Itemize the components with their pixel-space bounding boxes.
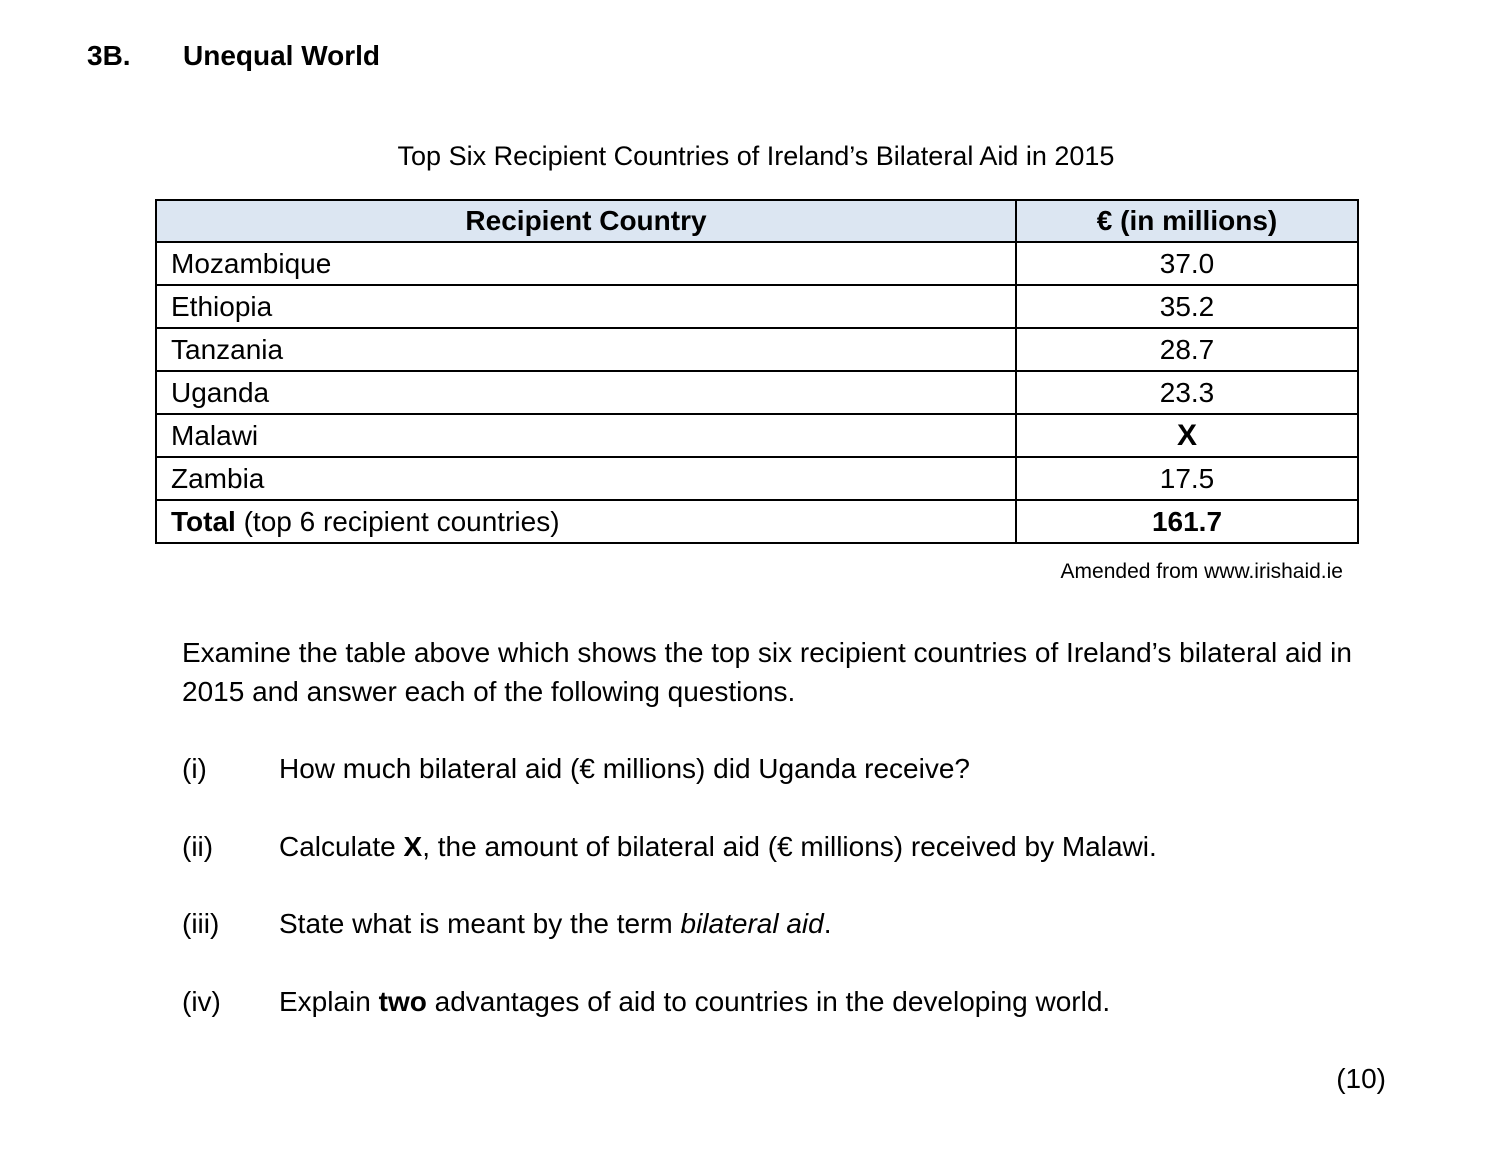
question-i bbox=[182, 751, 970, 787]
table-row bbox=[156, 285, 1358, 328]
question-text-pre: Explain bbox=[279, 986, 379, 1017]
question-text-post: , the amount of bilateral aid (€ millions) received by Malawi. bbox=[422, 831, 1157, 862]
question-text-pre: State what is meant by the term bbox=[279, 908, 681, 939]
country-cell: Uganda bbox=[156, 371, 1016, 414]
country-cell: Tanzania bbox=[156, 328, 1016, 371]
value-cell: 17.5 bbox=[1016, 457, 1358, 500]
marks: (10) bbox=[1336, 1063, 1386, 1094]
question-ii bbox=[182, 829, 1157, 865]
header-recipient-country: Recipient Country bbox=[156, 200, 1016, 242]
table-caption: Top Six Recipient Countries of Ireland’s Bilateral Aid in 2015 bbox=[397, 141, 1115, 171]
section-number: 3B. bbox=[87, 40, 131, 71]
total-label-cell bbox=[156, 500, 1016, 543]
question-text: How much bilateral aid (€ millions) did Uganda receive? bbox=[279, 753, 970, 784]
value-cell: 23.3 bbox=[1016, 371, 1358, 414]
question-text-post: advantages of aid to countries in the developing world. bbox=[426, 986, 1111, 1017]
value-cell: 28.7 bbox=[1016, 328, 1358, 371]
question-number: (iii) bbox=[182, 908, 220, 939]
table-row bbox=[156, 371, 1358, 414]
question-number: (ii) bbox=[182, 831, 214, 862]
total-label-rest: (top 6 recipient countries) bbox=[235, 505, 560, 537]
section-title: Unequal World bbox=[183, 40, 381, 71]
country-cell: Zambia bbox=[156, 457, 1016, 500]
table-row bbox=[156, 414, 1358, 457]
table-header-row bbox=[156, 200, 1358, 242]
question-text-bold: two bbox=[378, 986, 427, 1017]
header-amount: € (in millions) bbox=[1016, 200, 1358, 242]
country-cell: Mozambique bbox=[156, 242, 1016, 285]
value-cell: 37.0 bbox=[1016, 242, 1358, 285]
table-row bbox=[156, 457, 1358, 500]
total-value-cell: 161.7 bbox=[1016, 500, 1358, 543]
question-text-bold: X bbox=[403, 831, 423, 862]
value-cell: 35.2 bbox=[1016, 285, 1358, 328]
question-iii bbox=[182, 906, 832, 942]
aid-table bbox=[155, 199, 1359, 544]
total-label-bold: Total bbox=[171, 505, 236, 537]
question-number: (i) bbox=[182, 753, 207, 784]
question-iv bbox=[182, 984, 1110, 1020]
question-number: (iv) bbox=[182, 986, 221, 1017]
total-row bbox=[156, 500, 1358, 543]
country-cell: Ethiopia bbox=[156, 285, 1016, 328]
table-row bbox=[156, 242, 1358, 285]
table-source: Amended from www.irishaid.ie bbox=[1060, 560, 1343, 583]
table-row bbox=[156, 328, 1358, 371]
country-cell: Malawi bbox=[156, 414, 1016, 457]
intro-paragraph: Examine the table above which shows the top six recipient countries of Ireland’s bilateral aid in 2015 and answer each of the following questions. bbox=[182, 637, 1352, 707]
question-text-italic: bilateral aid bbox=[680, 908, 824, 939]
question-text-pre: Calculate bbox=[279, 831, 404, 862]
question-text-post: . bbox=[823, 908, 832, 939]
unknown-value-cell: X bbox=[1016, 414, 1358, 457]
